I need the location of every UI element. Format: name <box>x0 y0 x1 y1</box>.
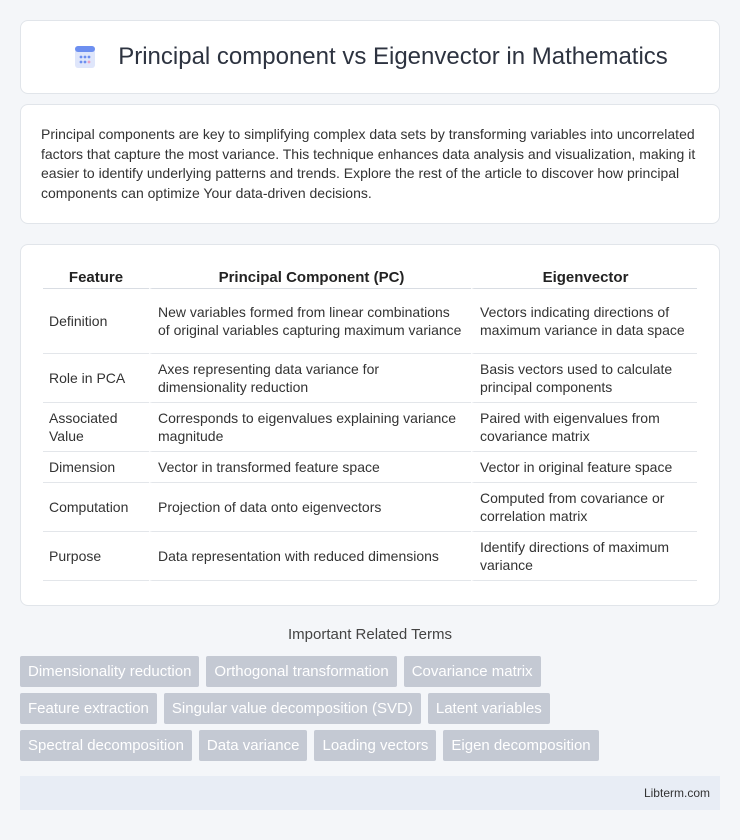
footer <box>20 776 720 810</box>
related-terms <box>20 656 720 767</box>
table-row <box>43 289 697 354</box>
row-eigenvector-value: Vectors indicating directions of maximum variance in data space <box>471 289 697 354</box>
term-tag[interactable]: Spectral decomposition <box>20 730 192 761</box>
row-feature: Role in PCA <box>43 354 149 403</box>
comparison-table-card <box>20 244 720 606</box>
row-pc-value: Projection of data onto eigenvectors <box>149 483 471 532</box>
row-pc-value: Corresponds to eigenvalues explaining variance magnitude <box>149 403 471 452</box>
term-row <box>20 730 720 761</box>
term-tag[interactable]: Covariance matrix <box>404 656 541 687</box>
term-tag[interactable]: Orthogonal transformation <box>206 656 396 687</box>
related-terms-title: Important Related Terms <box>288 626 452 643</box>
header-eigenvector: Eigenvector <box>471 265 697 289</box>
row-pc-value: New variables formed from linear combinations of original variables capturing maximum variance <box>149 289 471 354</box>
table-row <box>43 452 697 483</box>
row-eigenvector-value: Paired with eigenvalues from covariance matrix <box>471 403 697 452</box>
intro-text: Principal components are key to simplifying complex data sets by transforming variables into uncorrelated factors that capture the most variance. This technique enhances data analysis and visualization, making it easier to identify underlying patterns and trends. Explore the rest of the article to discover how principal components can optimize Your data-driven decisions. <box>41 126 696 201</box>
comparison-table <box>43 265 697 581</box>
row-feature: Definition <box>43 289 149 354</box>
table-row <box>43 403 697 452</box>
row-feature: Dimension <box>43 452 149 483</box>
row-eigenvector-value: Identify directions of maximum variance <box>471 532 697 581</box>
table-row <box>43 532 697 581</box>
term-tag[interactable]: Eigen decomposition <box>443 730 598 761</box>
term-tag[interactable]: Dimensionality reduction <box>20 656 199 687</box>
term-row <box>20 693 720 724</box>
table-row <box>43 354 697 403</box>
header-principal-component: Principal Component (PC) <box>149 265 471 289</box>
term-tag[interactable]: Latent variables <box>428 693 550 724</box>
term-tag[interactable]: Data variance <box>199 730 308 761</box>
row-feature: Purpose <box>43 532 149 581</box>
row-pc-value: Axes representing data variance for dimensionality reduction <box>149 354 471 403</box>
row-eigenvector-value: Basis vectors used to calculate principal components <box>471 354 697 403</box>
row-pc-value: Vector in transformed feature space <box>149 452 471 483</box>
term-tag[interactable]: Singular value decomposition (SVD) <box>164 693 421 724</box>
intro-card <box>20 104 720 224</box>
footer-site-link[interactable]: Libterm.com <box>643 786 710 800</box>
term-row <box>20 656 720 687</box>
row-eigenvector-value: Computed from covariance or correlation matrix <box>471 483 697 532</box>
document-icon <box>72 44 98 70</box>
table-header-row <box>43 265 697 289</box>
header-card <box>20 20 720 94</box>
term-tag[interactable]: Feature extraction <box>20 693 157 724</box>
row-feature: Associated Value <box>43 403 149 452</box>
row-feature: Computation <box>43 483 149 532</box>
row-eigenvector-value: Vector in original feature space <box>471 452 697 483</box>
term-tag[interactable]: Loading vectors <box>314 730 436 761</box>
page-title: Principal component vs Eigenvector in Mathematics <box>118 43 668 70</box>
header-feature: Feature <box>43 265 149 289</box>
row-pc-value: Data representation with reduced dimensions <box>149 532 471 581</box>
table-row <box>43 483 697 532</box>
